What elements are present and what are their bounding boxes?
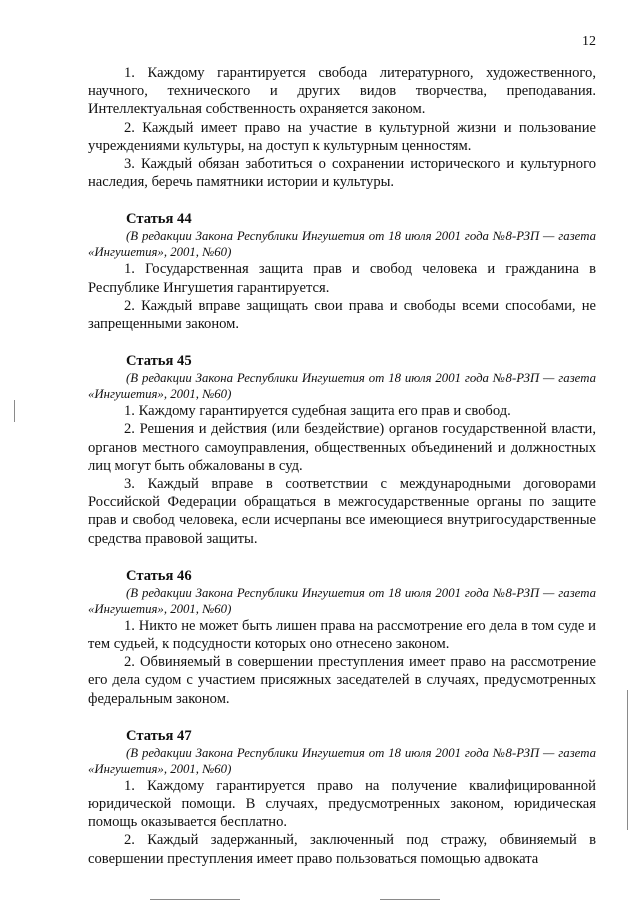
article-heading: Статья 44 [126, 211, 192, 228]
scan-artifact-bottom [150, 899, 240, 900]
article-44 [88, 211, 596, 333]
page-number: 12 [582, 34, 596, 49]
edition-note: (В редакции Закона Республики Ингушетия от 18 июля 2001 года №8-РЗП — газета «Ингушетия», 2001, №60) [88, 371, 596, 402]
paragraph: 2. Каждый задержанный, заключенный под стражу, обвиняемый в совершении преступления имеет право пользоваться помощью адвоката [88, 832, 596, 867]
article-heading: Статья 46 [126, 567, 192, 584]
scan-artifact-left [14, 400, 15, 422]
article-45 [88, 353, 596, 548]
article-heading: Статья 47 [126, 727, 192, 744]
paragraph: 2. Каждый вправе защищать свои права и свободы всеми способами, не запрещенными законом. [88, 297, 596, 333]
paragraph: 1. Государственная защита прав и свобод человека и гражданина в Республике Ингушетия гарантируется. [88, 261, 596, 296]
scan-artifact-right [627, 690, 628, 830]
paragraph: 1. Каждому гарантируется судебная защита его прав и свобод. [124, 403, 511, 420]
paragraph: 2. Решения и действия (или бездействие) органов государственной власти, органов местного самоуправления, общественных объединений и должностных лиц могут быть обжалованы в суд. [88, 421, 596, 474]
paragraph: 1. Никто не может быть лишен права на рассмотрение его дела в том суде и тем судьей, к подсудности которых оно отнесено законом. [88, 617, 596, 653]
paragraph: 1. Каждому гарантируется свобода литературного, художественного, научного, технического и других видов творчества, преподавания. Интеллектуальная собственность охраняется законом. [88, 65, 596, 118]
edition-note: (В редакции Закона Республики Ингушетия от 18 июля 2001 года №8-РЗП — газета «Ингушетия», 2001, №60) [88, 745, 596, 776]
paragraph: 3. Каждый обязан заботиться о сохранении исторического и культурного наследия, беречь памятники истории и культуры. [88, 156, 596, 191]
edition-note: (В редакции Закона Республики Ингушетия от 18 июля 2001 года №8-РЗП — газета «Ингушетия», 2001, №60) [88, 585, 596, 616]
paragraph: 2. Каждый имеет право на участие в культурной жизни и пользование учреждениями культуры, на доступ к культурным ценностям. [88, 119, 596, 154]
article-46 [88, 568, 596, 708]
scan-artifact-bottom [380, 899, 440, 900]
paragraph: 1. Каждому гарантируется право на получение квалифицированной юридической помощи. В случаях, предусмотренных законом, юридическая помощь оказывается бесплатно. [88, 777, 596, 831]
article-heading: Статья 45 [126, 353, 192, 370]
paragraph: 2. Обвиняемый в совершении преступления имеет право на рассмотрение его дела судом с участием присяжных заседателей в случаях, предусмотренных федеральным законом. [88, 654, 596, 707]
intro-section [88, 64, 596, 191]
edition-note: (В редакции Закона Республики Ингушетия от 18 июля 2001 года №8-РЗП — газета «Ингушетия», 2001, №60) [88, 229, 596, 260]
document-body [88, 64, 596, 868]
paragraph: 3. Каждый вправе в соответствии с международными договорами Российской Федерации обращаться в межгосударственные органы по защите прав и свобод человека, если исчерпаны все имеющиеся внутригосударственные средства правовой защиты. [88, 476, 596, 547]
article-47 [88, 728, 596, 868]
